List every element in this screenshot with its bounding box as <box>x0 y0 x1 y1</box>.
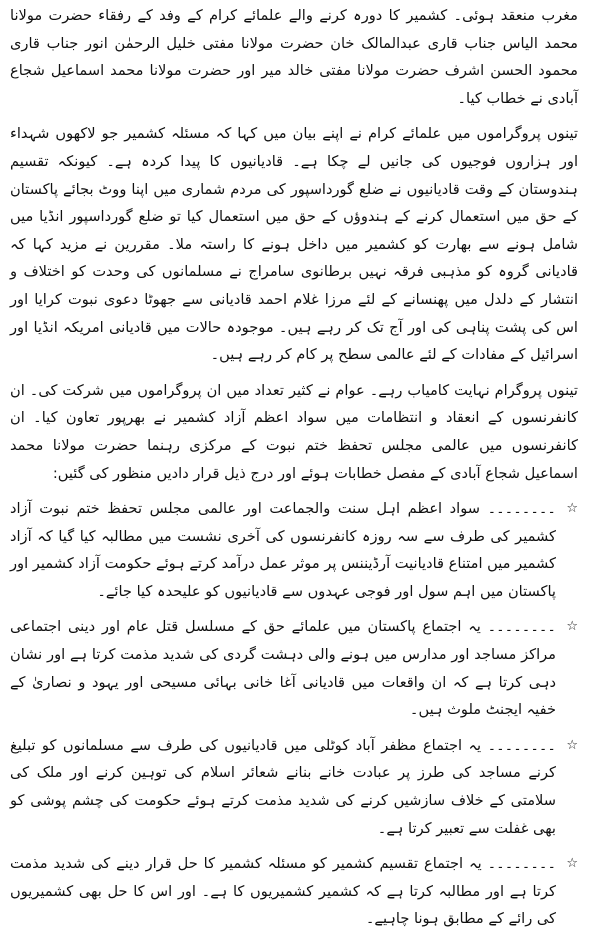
resolution-leader-dots: ۔۔۔۔۔۔۔۔ <box>487 736 556 754</box>
paragraph-gap <box>10 369 578 377</box>
resolution-leader-dots: ۔۔۔۔۔۔۔۔ <box>487 855 557 873</box>
paragraph-gap <box>10 842 578 850</box>
resolution-item <box>10 613 578 723</box>
paragraph-gap <box>10 112 578 120</box>
paragraph-programs-success: تینوں پروگرام نہایت کامیاب رہے۔ عوام نے کثیر تعداد میں ان پروگراموں میں شرکت کی۔ ان کانفرنسوں کے انعقاد و انتظامات میں سواد اعظم آزاد کشمیر نے بھرپور تعاون کیا۔ ان کانفرنسوں میں عالمی مجلس تحفظ ختم نبوت کے مرکزی رہنما حضرت مولانا محمد اسماعیل شجاع آبادی کے مفصل خطابات ہوئے اور درج ذیل قرار دادیں منظور کی گئیں: <box>10 381 578 482</box>
star-bullet-icon: ☆ <box>566 619 578 635</box>
paragraph-gap <box>10 487 578 495</box>
paragraph-gap <box>10 605 578 613</box>
resolution-item <box>10 495 578 605</box>
paragraph-scholars-statement: تینوں پروگراموں میں علمائے کرام نے اپنے بیان میں کہا کہ مسئلہ کشمیر جو لاکھوں شہداء اور ہزاروں فوجیوں کی جانیں لے چکا ہے۔ قادیانیوں کا پیدا کردہ ہے۔ کیونکہ تقسیم ہندوستان کے وقت قادیانیوں نے ضلع گورداسپور کی مردم شماری میں اپنا ووٹ بجائے پاکستان کے حق میں استعمال کرنے کے ہندوؤں کے حق میں استعمال کیا تو ضلع گورداسپور انڈیا میں شامل ہونے سے بھارت کو کشمیر میں داخل ہونے کا راستہ ملا۔ مقررین نے مزید کہا کہ قادیانی گروہ کو مذہبی فرقہ نہیں برطانوی سامراج نے مسلمانوں کی وحدت کو اختلاف و انتشار کے دلدل میں پھنسانے کے لئے مرزا غلام احمد قادیانی سے جھوٹا دعوی نبوت کرایا اور اس کی پشت پناہی کی اور آج تک کر رہے ہیں۔ موجودہ حالات میں قادیانی امریکہ انڈیا اور اسرائیل کے مفادات کے لئے عالمی سطح پر کام کر رہے ہیں۔ <box>10 125 578 364</box>
star-bullet-icon: ☆ <box>566 501 578 517</box>
star-bullet-icon: ☆ <box>566 737 578 753</box>
resolution-text: یہ اجتماع مظفر آباد کوٹلی میں قادیانیوں کی طرف سے مسلمانوں کو تبلیغ کرنے مساجد کی طرز پر عبادت خانے بنانے شعائر اسلام کی توہین کرنے اور ملک کی سلامتی کے خلاف سازشیں کرنے کی شدید مذمت کرتے ہوئے حکومت کی چشم پوشی کو بھی غفلت سے تعبیر کرتا ہے۔ <box>10 736 556 837</box>
resolution-leader-dots: ۔۔۔۔۔۔۔۔ <box>487 618 556 636</box>
star-bullet-icon: ☆ <box>566 856 578 872</box>
resolution-text: یہ اجتماع تقسیم کشمیر کو مسئلہ کشمیر کا حل قرار دینے کی شدید مذمت کرتا ہے اور مطالبہ کرتا ہے کہ کشمیر کشمیریوں کا ہے۔ اور اس کا حل بھی کشمیریوں کی رائے کے مطابق ہونا چاہیے۔ <box>10 855 556 928</box>
resolution-text: سواد اعظم اہل سنت والجماعت اور عالمی مجلس تحفظ ختم نبوت آزاد کشمیر کی طرف سے سہ روزہ کانفرنسوں کی آخری نشست میں مطالبہ کیا گیا کہ آزاد کشمیر میں امتناع قادیانیت آرڈیننس پر موثر عمل درآمد کرتے ہوئے حکومت آزاد کشمیر اور پاکستان میں اہم سول اور فوجی عہدوں سے قادیانیوں کو علیحدہ کیا جائے۔ <box>10 500 556 600</box>
resolution-item <box>10 732 578 842</box>
resolution-item <box>10 850 578 933</box>
resolution-leader-dots: ۔۔۔۔۔۔۔۔ <box>487 500 556 518</box>
resolution-text: یہ اجتماع پاکستان میں علمائے حق کے مسلسل قتل عام اور دینی اجتماعی مراکز مساجد اور مدارس میں ہونے والی دہشت گردی کی شدید مذمت کرتا ہے اور نشان دہی کرتا ہے کہ ان واقعات میں قادیانی آغا خانی بہائی مسیحی اور یہود و نصاریٰ کے خفیہ ایجنٹ ملوث ہیں۔ <box>10 618 556 719</box>
paragraph-gap <box>10 724 578 732</box>
paragraph-delegation-speakers: مغرب منعقد ہوئی۔ کشمیر کا دورہ کرنے والے علمائے کرام کے وفد کے رفقاء حضرت مولانا محمد الیاس جناب قاری عبدالمالک خان حضرت مولانا مفتی خلیل الرحمٰن انور جناب قاری محمود الحسن اشرف حضرت مولانا مفتی خالد میر اور حضرت مولانا محمد اسماعیل شجاع آبادی نے خطاب کیا۔ <box>10 7 578 107</box>
